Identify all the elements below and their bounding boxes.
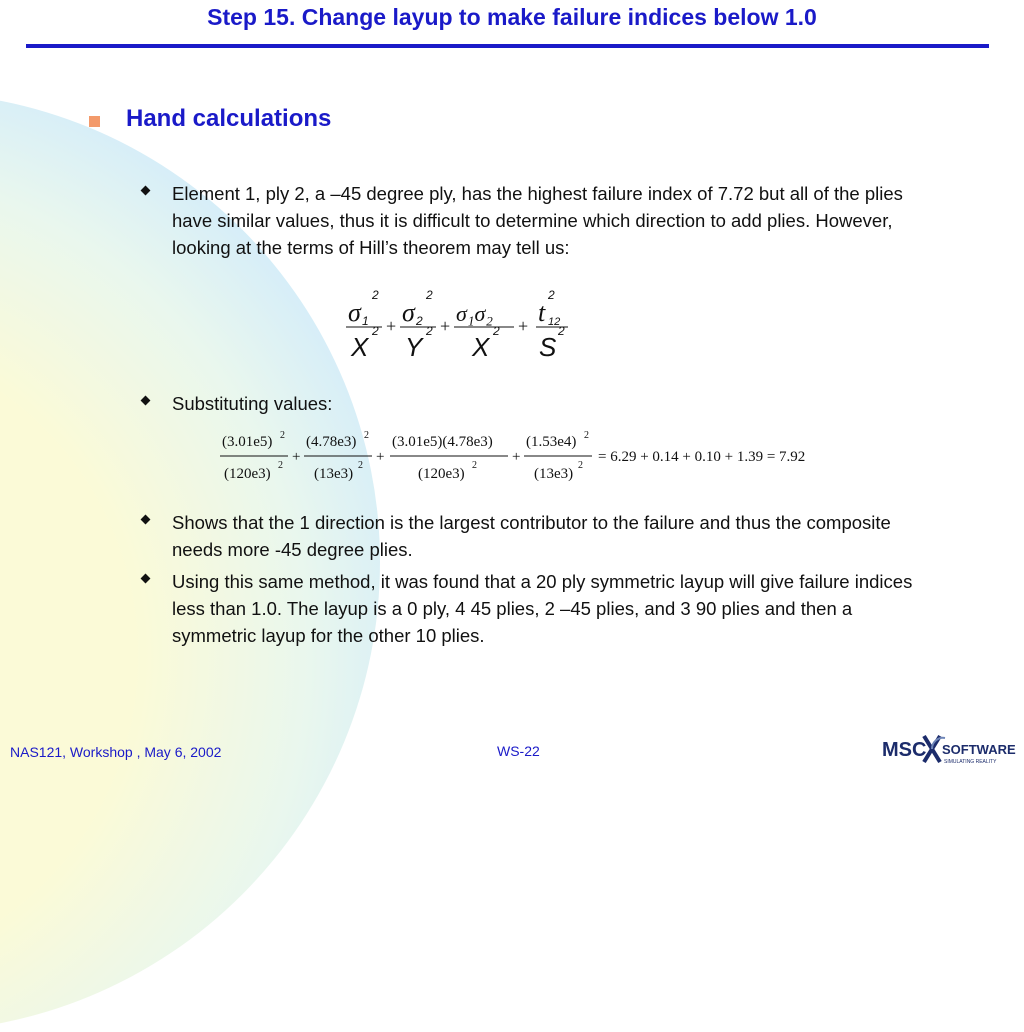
bullet-item xyxy=(140,390,930,417)
bullet-item xyxy=(140,568,930,649)
logo-brand-right: SOFTWARE xyxy=(942,742,1016,757)
plus-operator: + xyxy=(440,316,451,336)
term1-numerator-subscript: 1 xyxy=(362,314,369,328)
term4-numerator-subscript: 12 xyxy=(548,316,561,328)
fraction1-denominator-superscript: 2 xyxy=(278,460,283,471)
logo-tagline: SIMULATING REALITY xyxy=(944,759,997,765)
fraction4-numerator-superscript: 2 xyxy=(584,430,589,441)
term2-denominator-superscript: 2 xyxy=(426,324,433,338)
footer-page-number: WS-22 xyxy=(497,743,540,759)
section-heading: Hand calculations xyxy=(126,105,332,132)
fraction2-denominator: (13e3) xyxy=(314,466,354,482)
plus-operator: + xyxy=(376,449,385,465)
logo-brand-left: MSC xyxy=(882,739,927,761)
bullet-item xyxy=(140,180,930,261)
fraction1-numerator: (3.01e5) xyxy=(222,434,273,450)
fraction4-numerator: (1.53e4) xyxy=(526,434,577,450)
fraction2-denominator-superscript: 2 xyxy=(358,460,363,471)
fraction4-denominator-superscript: 2 xyxy=(578,460,583,471)
plus-operator: + xyxy=(518,316,529,336)
fraction3-denominator-superscript: 2 xyxy=(472,460,477,471)
term4-numerator-superscript: 2 xyxy=(548,288,555,302)
bullet-text: Using this same method, it was found that a 20 ply symmetric layup will give failure indices less than 1.0. The layup is a 0 ply, 4 45 plies, 2 –45 plies, and 3 90 plies and then a symmetric layup for the other 10 plies. xyxy=(172,571,913,646)
diamond-bullet-icon xyxy=(141,574,151,584)
slide-title: Step 15. Change layup to make failure indices below 1.0 xyxy=(207,4,817,30)
substituted-values-equation xyxy=(220,424,860,488)
term4-numerator-symbol: t xyxy=(538,298,546,327)
bullet-item xyxy=(140,509,930,563)
fraction2-numerator-superscript: 2 xyxy=(364,430,369,441)
term1-denominator: X xyxy=(351,332,369,362)
bullet-text: Element 1, ply 2, a –45 degree ply, has the highest failure index of 7.72 but all of the plies have similar values, thus it is difficult to determine which direction to add plies. However, looking at the terms of Hill’s theorem may tell us: xyxy=(172,183,903,258)
fraction4-denominator: (13e3) xyxy=(534,466,574,482)
fraction3-numerator: (3.01e5)(4.78e3) xyxy=(392,434,493,450)
plus-operator: + xyxy=(386,316,397,336)
term3-numerator-symbol: σ₁σ₂ xyxy=(456,301,493,326)
equation-result: = 6.29 + 0.14 + 0.10 + 1.39 = 7.92 xyxy=(598,449,806,465)
bullet-text: Substituting values: xyxy=(172,393,333,414)
diamond-bullet-icon xyxy=(141,396,151,406)
term1-numerator-superscript: 2 xyxy=(372,288,379,302)
term2-numerator-subscript: 2 xyxy=(416,314,423,328)
term1-numerator-symbol: σ xyxy=(348,298,361,327)
diamond-bullet-icon xyxy=(141,515,151,525)
bullet-text: Shows that the 1 direction is the largest contributor to the failure and thus the composite needs more -45 degree plies. xyxy=(172,512,891,560)
term4-denominator-superscript: 2 xyxy=(558,324,565,338)
term2-denominator: Y xyxy=(405,332,423,362)
diamond-bullet-icon xyxy=(141,186,151,196)
fraction1-denominator: (120e3) xyxy=(224,466,271,482)
term2-numerator-symbol: σ xyxy=(402,298,415,327)
term1-denominator-superscript: 2 xyxy=(372,324,379,338)
term4-denominator: S xyxy=(539,332,557,362)
hill-theorem-equation xyxy=(342,285,582,365)
plus-operator: + xyxy=(512,449,521,465)
msc-software-logo xyxy=(882,732,1018,766)
fraction3-denominator: (120e3) xyxy=(418,466,465,482)
fraction1-numerator-superscript: 2 xyxy=(280,430,285,441)
term3-denominator-superscript: 2 xyxy=(493,324,500,338)
fraction2-numerator: (4.78e3) xyxy=(306,434,357,450)
term2-numerator-superscript: 2 xyxy=(426,288,433,302)
plus-operator: + xyxy=(292,449,301,465)
footer-course-label: NAS121, Workshop , May 6, 2002 xyxy=(10,744,222,760)
term3-denominator: X xyxy=(472,332,490,362)
square-bullet-icon xyxy=(89,116,100,127)
